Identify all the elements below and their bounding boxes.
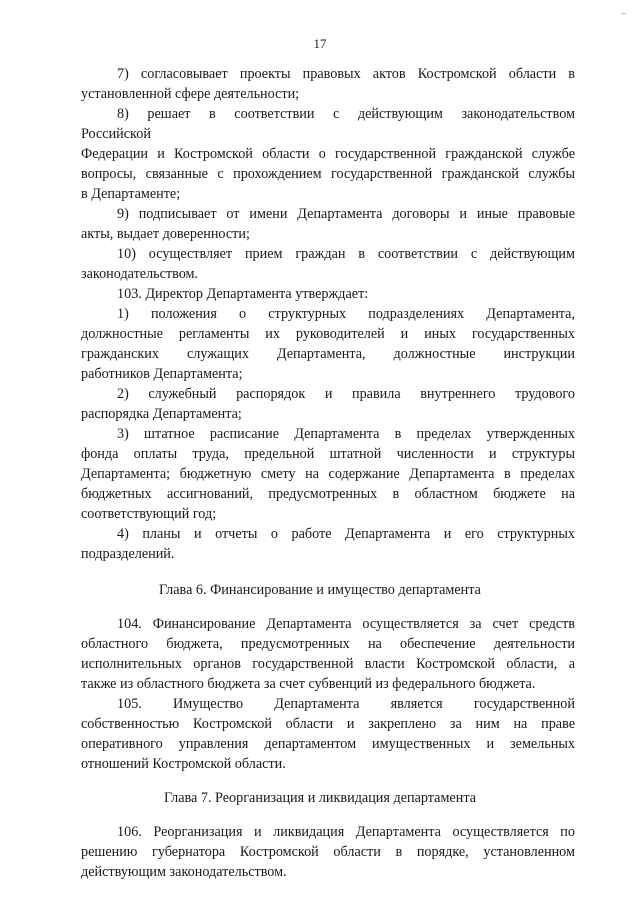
text-line: исполнительных органов государственной власти Костромской области, а (81, 656, 575, 672)
text-line: фонда оплаты труда, предельной штатной численности и структуры (81, 446, 575, 462)
text-line: действующим законодательством. (81, 864, 287, 880)
text-line: 2) служебный распорядок и правила внутреннего трудового (117, 386, 575, 402)
text-line: 7) согласовывает проекты правовых актов Костромской области в (117, 66, 575, 82)
text-line: 8) решает в соответствии с действующим законодательством (117, 106, 575, 122)
text-line: должностные регламенты их руководителей и иных государственных (81, 326, 575, 342)
text-line: 4) планы и отчеты о работе Департамента и его структурных (117, 526, 575, 542)
text-line: областного бюджета, предусмотренных на обеспечение деятельности (81, 636, 575, 652)
text-line: 104. Финансирование Департамента осуществляется за счет средств (117, 616, 575, 632)
text-line: Федерации и Костромской области о государственной гражданской службе (81, 146, 575, 162)
text-line: Российской (81, 126, 151, 142)
text-line: собственностью Костромской области и закреплено за ним на праве (81, 716, 575, 732)
text-line: установленной сфере деятельности; (81, 86, 300, 102)
text-line: 3) штатное расписание Департамента в пределах утвержденных (117, 426, 575, 442)
text-line: вопросы, связанные с прохождением государственной гражданской службы (81, 166, 575, 182)
text-line: 9) подписывает от имени Департамента договоры и иные правовые (117, 206, 575, 222)
text-line: решению губернатора Костромской области в порядке, установленном (81, 844, 575, 860)
text-line: гражданских служащих Департамента, должностные инструкции (81, 346, 575, 362)
chapter-7-heading: Глава 7. Реорганизация и ликвидация департамента (164, 790, 476, 806)
text-line: акты, выдает доверенности; (81, 226, 250, 242)
chapter-6-heading: Глава 6. Финансирование и имущество департамента (159, 582, 481, 598)
text-line: Департамента; бюджетную смету на содержание Департамента в пределах (81, 466, 575, 482)
page-number: 17 (313, 36, 327, 51)
corner-mark: – (621, 8, 626, 18)
text-line: соответствующий год; (81, 506, 217, 522)
text-line: также из областного бюджета за счет субвенций из федерального бюджета. (81, 676, 536, 692)
text-line: 103. Директор Департамента утверждает: (117, 286, 369, 302)
text-line: оперативного управления департаментом имущественных и земельных (81, 736, 575, 752)
text-line: законодательством. (81, 266, 199, 282)
text-line: работников Департамента; (81, 366, 243, 382)
text-line: бюджетных ассигнований, предусмотренных в областном бюджете на (81, 486, 575, 502)
text-line: в Департаменте; (81, 186, 181, 202)
text-line: 1) положения о структурных подразделениях Департамента, (117, 306, 575, 322)
text-line: 105. Имущество Департамента является государственной (117, 696, 575, 712)
text-line: 106. Реорганизация и ликвидация Департамента осуществляется по (117, 824, 575, 840)
text-line: подразделений. (81, 546, 175, 562)
text-line: отношений Костромской области. (81, 756, 286, 772)
text-line: распорядка Департамента; (81, 406, 242, 422)
text-line: 10) осуществляет прием граждан в соответствии с действующим (117, 246, 575, 262)
